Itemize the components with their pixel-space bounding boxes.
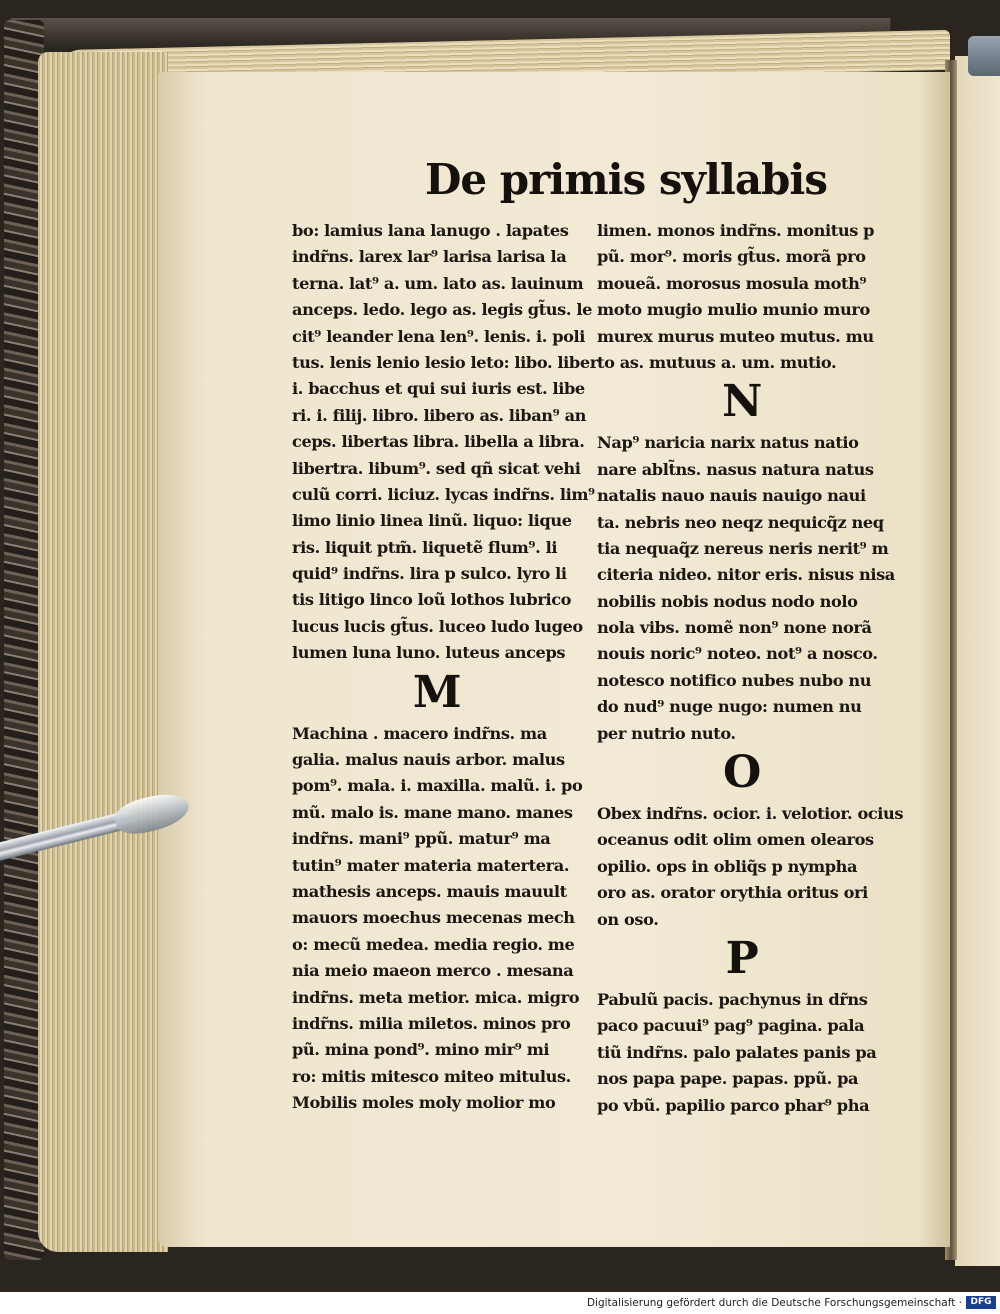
text-line: Nap⁹ naricia narix natus natio bbox=[597, 433, 859, 453]
section-p bbox=[597, 987, 887, 1119]
text-line: anceps. ledo. lego as. legis gt̃us. le bbox=[292, 300, 593, 320]
text-line: ris. liquit ptm̃. liquetẽ flum⁹. li bbox=[292, 537, 558, 557]
section-l bbox=[292, 218, 598, 667]
text-line: galia. malus nauis arbor. malus bbox=[292, 750, 565, 770]
text-line: i. bacchus et qui sui iuris est. libe bbox=[292, 379, 585, 399]
text-line: mũ. malo is. mane mano. manes bbox=[292, 802, 573, 822]
left-column bbox=[292, 218, 598, 1117]
text-line: murex murus muteo mutus. mu bbox=[597, 326, 874, 346]
text-line: opilio. ops in obliq̃s p nympha bbox=[597, 856, 858, 876]
text-line: ri. i. filij. libro. libero as. liban⁹ an bbox=[292, 405, 587, 425]
initial-m: M bbox=[412, 666, 462, 718]
text-line: tus. lenis lenio lesio leto: libo. liber bbox=[292, 352, 598, 372]
text-line: oceanus odit olim omen olearos bbox=[597, 830, 874, 850]
clip-icon bbox=[968, 36, 1000, 76]
text-line: libertra. libum⁹. sed qñ sicat vehi bbox=[292, 458, 581, 478]
text-line: nouis noric⁹ noteo. not⁹ a nosco. bbox=[597, 644, 878, 664]
text-line: moueã. morosus mosula moth⁹ bbox=[597, 273, 867, 293]
text-line: to as. mutuus a. um. mutio. bbox=[597, 352, 837, 372]
right-column bbox=[597, 218, 904, 1119]
text-line: citeria nideo. nitor eris. nisus nisa bbox=[597, 565, 895, 585]
text-line: nola vibs. nomẽ non⁹ none norã bbox=[597, 618, 872, 638]
text-line: nare ablt̃ns. nasus natura natus bbox=[597, 459, 874, 479]
text-line: nia meio maeon merco . mesana bbox=[292, 961, 574, 981]
text-line: moto mugio mulio munio muro bbox=[597, 300, 870, 320]
text-line: indr̃ns. larex lar⁹ larisa larisa la bbox=[292, 247, 567, 267]
text-line: o: mecũ medea. media regio. me bbox=[292, 934, 575, 954]
text-line: tutin⁹ mater materia matertera. bbox=[292, 855, 570, 875]
text-line: limen. monos indr̃ns. monitus p bbox=[597, 221, 875, 240]
text-line: Obex indr̃ns. ocior. i. velotior. ocius bbox=[597, 804, 904, 824]
text-line: on oso. bbox=[597, 909, 659, 929]
text-line: nos papa pape. papas. ppũ. pa bbox=[597, 1069, 859, 1089]
text-line: indr̃ns. mani⁹ ppũ. matur⁹ ma bbox=[292, 829, 551, 849]
text-line: indr̃ns. meta metior. mica. migro bbox=[292, 987, 580, 1007]
text-line: paco pacuui⁹ pag⁹ pagina. pala bbox=[597, 1016, 865, 1036]
text-line: natalis nauo nauis nauigo naui bbox=[597, 486, 866, 506]
text-line: po vbũ. papilio parco phar⁹ pha bbox=[597, 1095, 870, 1115]
text-line: pom⁹. mala. i. maxilla. malũ. i. po bbox=[292, 776, 583, 796]
text-line: notesco notifico nubes nubo nu bbox=[597, 670, 872, 690]
text-line: ro: mitis mitesco miteo mitulus. bbox=[292, 1066, 571, 1086]
text-line: bo: lamius lana lanugo . lapates bbox=[292, 221, 569, 240]
text-line: Machina . macero indr̃ns. ma bbox=[292, 723, 547, 743]
text-line: oro as. orator orythia oritus ori bbox=[597, 883, 868, 903]
digitization-footer bbox=[0, 1292, 1000, 1314]
facing-page bbox=[955, 56, 1000, 1266]
text-line: pũ. mina pond⁹. mino mir⁹ mi bbox=[292, 1040, 550, 1060]
section-o bbox=[597, 801, 904, 933]
text-line: Pabulũ pacis. pachynus in dr̃ns bbox=[597, 989, 868, 1009]
text-line: quid⁹ indr̃ns. lira p sulco. lyro li bbox=[292, 564, 567, 584]
section-n bbox=[597, 430, 895, 747]
text-line: tiũ indr̃ns. palo palates panis pa bbox=[597, 1042, 877, 1062]
text-line: cit⁹ leander lena len⁹. lenis. i. poli bbox=[292, 326, 586, 346]
text-line: lucus lucis gt̃us. luceo ludo lugeo bbox=[292, 616, 583, 636]
text-line: Mobilis moles moly molior mo bbox=[292, 1093, 556, 1113]
text-line: ta. nebris neo neqz nequicq̃z neq bbox=[597, 512, 884, 532]
initial-p: P bbox=[725, 932, 759, 984]
text-line: indr̃ns. milia miletos. minos pro bbox=[292, 1013, 571, 1033]
text-line: ceps. libertas libra. libella a libra. bbox=[292, 432, 585, 452]
initial-n: N bbox=[722, 376, 762, 428]
section-m-continued bbox=[597, 218, 887, 376]
text-line: tia nequaq̃z nereus neris nerit⁹ m bbox=[597, 538, 889, 558]
text-line: per nutrio nuto. bbox=[597, 723, 736, 743]
text-line: culũ corri. liciuz. lycas indr̃ns. lim⁹ bbox=[292, 484, 595, 504]
text-line: mathesis anceps. mauis mauult bbox=[292, 881, 567, 901]
footer-credit: Digitalisierung gefördert durch die Deutsche Forschungsgemeinschaft · bbox=[586, 1297, 962, 1309]
dfg-logo: DFG bbox=[966, 1296, 996, 1309]
initial-o: O bbox=[723, 747, 761, 799]
text-line: pũ. mor⁹. moris gt̃us. morã pro bbox=[597, 247, 866, 267]
text-line: mauors moechus mecenas mech bbox=[292, 908, 575, 928]
text-line: tis litigo linco loũ lothos lubrico bbox=[292, 590, 572, 610]
page-fore-edges bbox=[38, 52, 168, 1252]
text-line: limo linio linea linũ. liquo: lique bbox=[292, 511, 572, 531]
text-line: nobilis nobis nodus nodo nolo bbox=[597, 591, 858, 611]
text-line: do nud⁹ nuge nugo: numen nu bbox=[597, 697, 862, 717]
text-line: lumen luna luno. luteus anceps bbox=[292, 643, 566, 663]
text-line: terna. lat⁹ a. um. lato as. lauinum bbox=[292, 273, 584, 293]
section-m bbox=[292, 721, 582, 1117]
page-heading: De primis syllabis bbox=[425, 155, 828, 204]
